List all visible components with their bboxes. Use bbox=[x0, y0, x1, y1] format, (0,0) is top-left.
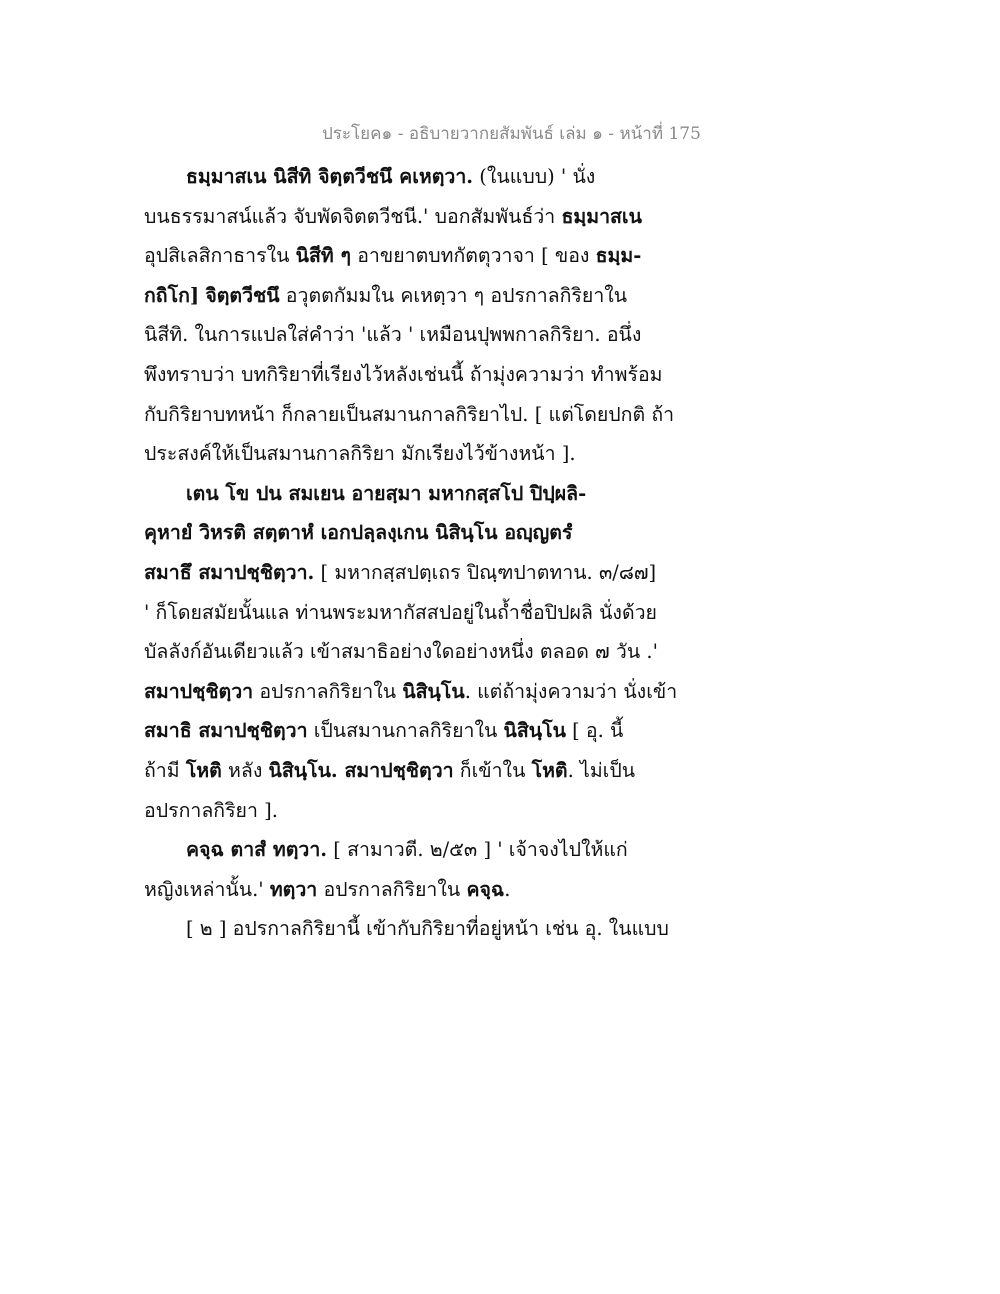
text-line bbox=[144, 355, 664, 395]
bold-term: สมาปชฺชิตฺวา bbox=[144, 679, 254, 703]
text-run: ประสงค์ให้เป็นสมานกาลกิริยา มักเรียงไว้ข้างหน้า ]. bbox=[144, 442, 576, 466]
text-line bbox=[144, 434, 664, 474]
text-line bbox=[144, 513, 664, 553]
text-line bbox=[144, 672, 678, 712]
text-line bbox=[144, 197, 664, 237]
text-run: หญิงเหล่านั้น.' bbox=[144, 877, 270, 901]
bold-term: คุหายํ วิหรติ สตฺตาหํ เอกปลฺลงฺเกน นิสินฺโน อญฺญตรํ bbox=[144, 521, 573, 545]
text-line bbox=[144, 751, 664, 791]
text-run: [ มหากสฺสปตฺเถร ปิณฺฑปาตทาน. ๓/๘๗] bbox=[314, 560, 657, 584]
text-run: ก็เข้าใน bbox=[453, 758, 532, 782]
text-run: ' ก็โดยสมัยนั้นแล ท่านพระมหากัสสปอยู่ในถ้ำชื่อปิปผลิ นั่งด้วย bbox=[144, 600, 657, 624]
text-run: อปรกาลกิริยาใน bbox=[317, 877, 467, 901]
bold-term: เตน โข ปน สมเยน อายสฺมา มหากสฺสโป ปิปฺผลิ- bbox=[186, 481, 587, 505]
text-run: อปรกาลกิริยาใน bbox=[253, 679, 403, 703]
text-run: ถ้ามี bbox=[144, 758, 186, 782]
text-run: . bbox=[504, 877, 511, 901]
text-run: . ไม่เป็น bbox=[567, 758, 636, 782]
text-line bbox=[144, 315, 664, 355]
text-line bbox=[144, 553, 664, 593]
text-run: อวุตตกัมมใน คเหตฺวา ๆ อปรกาลกิริยาใน bbox=[279, 283, 628, 307]
bold-term: สมาธึ สมาปชฺชิตฺวา. bbox=[144, 560, 315, 584]
text-run: บัลลังก์อันเดียวแล้ว เข้าสมาธิอย่างใดอย่างหนึ่ง ตลอด ๗ วัน .' bbox=[144, 640, 658, 664]
running-header: ประโยค๑ - อธิบายวากยสัมพันธ์ เล่ม ๑ - หน้าที่ 175 bbox=[322, 124, 701, 144]
text-line bbox=[144, 395, 675, 435]
text-run: [ ๒ ] อปรกาลกิริยานี้ เข้ากับกิริยาที่อยู่หน้า เช่น อุ. ในแบบ bbox=[186, 917, 669, 941]
bold-term: จิตฺตวีชนึ bbox=[205, 283, 280, 307]
text-run: เป็นสมานกาลกิริยาใน bbox=[307, 719, 504, 743]
body-text bbox=[144, 157, 678, 949]
text-run: พึงทราบว่า บทกิริยาที่เรียงไว้หลังเช่นนี้ ถ้ามุ่งความว่า ทำพร้อม bbox=[144, 362, 663, 386]
text-line bbox=[144, 276, 664, 316]
text-run: กับกิริยาบทหน้า ก็กลายเป็นสมานกาลกิริยาไป. [ แต่โดยปกติ ถ้า bbox=[144, 402, 675, 426]
bold-term: กถิโก] bbox=[144, 283, 200, 307]
text-line bbox=[144, 474, 664, 514]
text-line bbox=[144, 870, 664, 910]
text-run: อาขยาตบทกัตตุวาจา [ ของ bbox=[351, 244, 596, 268]
text-run: อุปสิเลสิกาธารใน bbox=[144, 244, 296, 268]
bold-term: ธมฺมาสเน bbox=[561, 204, 642, 228]
text-line bbox=[144, 157, 664, 197]
text-run: [ อุ. นี้ bbox=[565, 719, 624, 743]
bold-term: นิสินฺโน. สมาปชฺชิตฺวา bbox=[268, 758, 454, 782]
bold-term: นิสีทิ ๆ bbox=[295, 244, 351, 268]
bold-term: สมาธิ สมาปชฺชิตฺวา bbox=[144, 719, 308, 743]
bold-term: โหติ bbox=[531, 758, 568, 782]
text-run: หลัง bbox=[221, 758, 269, 782]
text-run: บนธรรมาสน์แล้ว จับพัดจิตตวีชนี.' บอกสัมพันธ์ว่า bbox=[144, 204, 562, 228]
bold-term: ทตฺวา bbox=[269, 877, 318, 901]
bold-term: ธมฺมาสเน นิสีทิ จิตฺตวีชนึ คเหตฺวา. bbox=[186, 165, 474, 188]
text-line bbox=[144, 593, 664, 633]
bold-term: นิสินฺโน bbox=[503, 719, 566, 743]
text-run: (ในแบบ) ' นั่ง bbox=[473, 165, 596, 188]
bold-term: คจฺฉ bbox=[466, 877, 505, 901]
text-line bbox=[144, 711, 664, 751]
text-line bbox=[144, 791, 664, 831]
text-line bbox=[144, 632, 664, 672]
text-run: [ สามาวตี. ๒/๕๓ ] ' เจ้าจงไปให้แก่ bbox=[327, 838, 628, 862]
text-line bbox=[144, 830, 664, 870]
bold-term: นิสินฺโน bbox=[402, 679, 465, 703]
text-line bbox=[144, 909, 669, 949]
text-line bbox=[144, 236, 664, 276]
bold-term: ธมฺม- bbox=[595, 244, 642, 268]
bold-term: โหติ bbox=[185, 758, 222, 782]
text-run: นิสีทิ. ในการแปลใส่คำว่า 'แล้ว ' เหมือนปุพพกาลกิริยา. อนึ่ง bbox=[144, 323, 642, 347]
text-run: . แต่ถ้ามุ่งความว่า นั่งเข้า bbox=[464, 679, 678, 703]
text-run: อปรกาลกิริยา ]. bbox=[144, 798, 278, 822]
bold-term: คจฺฉ ตาสํ ทตฺวา. bbox=[186, 838, 328, 862]
